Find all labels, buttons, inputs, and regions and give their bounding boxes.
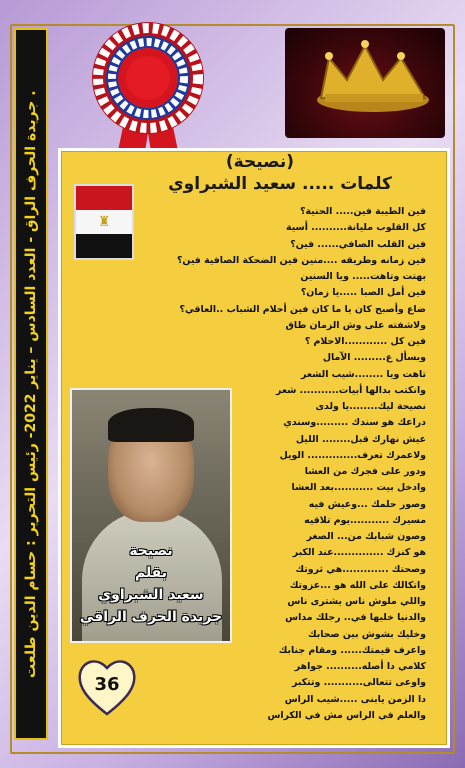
poem-line: وادخل بيت ...........بعد العشا: [291, 482, 426, 494]
poem-line: فين كل ............الاحلام ؟: [304, 336, 426, 347]
photo-caption-line: جريدة الحرف الراقي: [79, 609, 223, 625]
poem-line: واوعى تتعالى........... وتتكبر: [292, 677, 426, 689]
poem-line: وخليك بشوش بين صحابك: [307, 628, 426, 640]
crown-icon: [285, 28, 445, 138]
poem-line: دا الزمن يابنى .....شيب الراس: [284, 693, 426, 705]
poem-line: كلامي دا أصله.......... جواهر: [294, 661, 426, 672]
poem-line: نصيحة ليك........يا ولدى: [315, 401, 426, 412]
poem-line: عيش نهارك قبل........ الليل: [295, 433, 426, 445]
poem-line: هو كنزك ..............عند الكبر: [292, 547, 426, 559]
poem-line: وبسأل ع......... الآمال: [322, 352, 426, 364]
photo-caption-line: بقلم: [134, 565, 168, 581]
poem-line: ودور على فجرك من العشا: [304, 466, 426, 477]
poem-line: والعلم في الراس مش في الكراس: [267, 709, 426, 721]
poem-title: (نصيحة): [225, 152, 295, 172]
poem-line: ضاع وأصبح كان يا ما كان فين أحلام الشباب ..العاقي؟: [179, 303, 426, 315]
poem-line: دراعك هو سندك .........وسندي: [283, 417, 426, 429]
sidebar-caption: جريدة الحرف الراق - العدد السادس – يناير 2022- رئيس التحرير : حسام الدين طلعت .: [23, 90, 39, 678]
poem-line: واللي ملوش ناس يشترى ناس: [287, 596, 426, 607]
poem-line: وانكتب بدالها أبيات........... شعر: [276, 384, 426, 396]
photo-caption: [72, 540, 230, 628]
poem-line: واعرف قيمتك...... ومقام جنابك: [278, 644, 426, 656]
poem-line: فين الطيبة فين..... الحنية؟: [300, 206, 426, 217]
poem-line: وصحتك .............هي ثروتك: [295, 563, 426, 575]
poem-line: تاهت ويا ........شيب الشعر: [301, 368, 426, 380]
poem-line: مسيرك ...........يوم تلاقيه: [304, 514, 426, 526]
poem-line: واتكالك على الله هو ...عزوتك: [289, 579, 426, 591]
poem-line: فين زمانه وطريقه ....منين فين الضحكة الصافية فين؟: [176, 254, 426, 266]
photo-caption-line: سعيد الشبراوي: [98, 587, 204, 603]
poem-line: كل القلوب مليانة.......... أسية: [286, 222, 426, 234]
poem-line: وصور حلمك ...وعيش فيه: [308, 498, 426, 510]
crown-banner: [285, 28, 445, 138]
poem-line: ولاشفته على وش الزمان طاق: [285, 319, 426, 331]
eagle-icon: ♜: [97, 213, 111, 230]
poem-author-line: كلمات ..... سعيد الشبراوي: [168, 174, 392, 194]
page-number: 36: [94, 674, 120, 695]
photo-caption-line: نصيحة: [129, 543, 173, 559]
poem-line: والدنيا خليها في.. رجلك مداس: [285, 612, 426, 624]
poem-line: بهتت وتاهت..... ويا السنين: [300, 271, 426, 282]
poem-line: وصون شبابك من... الصغر: [306, 531, 426, 542]
poem-line: ولاعمرك تعرف.............. الويل: [279, 449, 426, 461]
poem-line: فين القلب الصافي...... فين؟: [290, 238, 426, 250]
author-photo: [70, 388, 232, 643]
poem-line: فين أمل الصبا .....يا زمان؟: [300, 287, 426, 299]
